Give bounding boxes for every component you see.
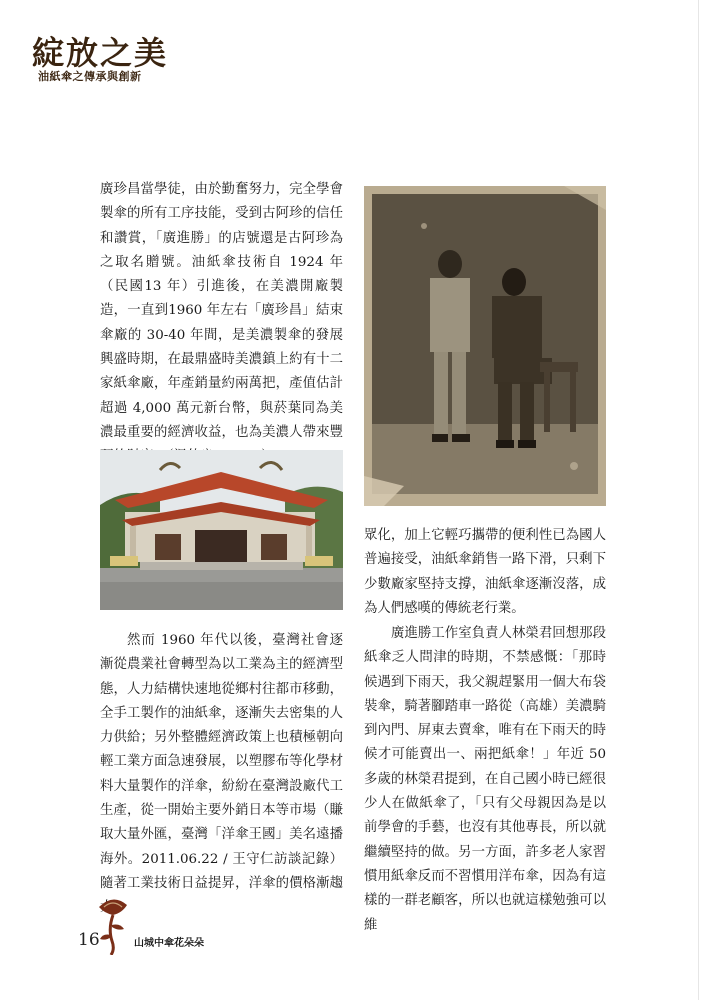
umbrella-flower-icon (96, 893, 130, 955)
temple-photo (100, 450, 343, 610)
logo-subtitle: 油紙傘之傳承與創新 (38, 70, 142, 83)
article-paragraph-4: 廣進勝工作室負責人林榮君回想那段紙傘乏人問津的時期，不禁感慨：「那時候遇到下雨天，我父親趕緊用一個大布袋裝傘，騎著腳踏車一路從（高雄）美濃騎到內門、屏東去賣傘，唯有在下雨天的時候才可能賣出一、兩把紙傘！」年近 50 多歲的林榮君提到，在自己國小時已經很少人在做紙傘了，「只有父母親因為是以前學會的手藝，也沒有其他專長，所以就繼續堅持的做。另一方面，許多老人家習慣用紙傘反而不習慣用洋布傘，因為有這樣的一群老顧客，所以也就這樣勉強可以維 (364, 626, 606, 933)
article-paragraph-3: 眾化，加上它輕巧攜帶的便利性已為國人普遍接受，油紙傘銷售一路下滑，只剩下少數廠家堅持支撐，油紙傘逐漸沒落，成為人們感嘆的傳統老行業。 (364, 528, 606, 616)
page-edge-rule (698, 0, 699, 1000)
page-number: 16 (78, 930, 100, 950)
footer-section-label: 山城中傘花朵朵 (134, 938, 204, 949)
article-paragraph-1: 廣珍昌當學徒，由於勤奮努力，完全學會製傘的所有工序技能，受到古阿珍的信任和讚賞，「廣進勝」的店號還是古阿珍為之取名贈號。油紙傘技術自 1924 年（民國13 年）引進後，在美濃開廠製造，一直到1960 年左右「廣珍昌」結束傘廠的 30-40 年間，是美濃製傘的發展興盛時期，在最鼎盛時美濃鎮上約有十二家紙傘廠，年產銷量約兩萬把，產值估計超過 4,000 萬元新台幣，與菸葉同為美濃最重要的經濟收益，也為美濃人帶來豐 (100, 182, 343, 440)
vintage-portrait-photo (364, 186, 606, 506)
logo-title: 綻放之美 (32, 34, 169, 72)
article-paragraph-2: 然而 1960 年代以後，臺灣社會逐漸從農業社會轉型為以工業為主的經濟型態，人力結構快速地從鄉村往都市移動，全手工製作的油紙傘，逐漸失去密集的人力供給；另外整體經濟政策上也積極朝向輕工業方面急速發展，以塑膠布等化學材料大量製作的洋傘，紛紛在臺灣設廠代工生產，從一開始主要外銷日本等市場（賺取大量外匯，臺灣「洋傘王國」美名遠播海外。2011.06.22 / 王守仁訪談記錄）隨著工業技術日益提昇，洋傘的價格漸趨 (100, 633, 343, 891)
publication-logo (32, 34, 169, 86)
